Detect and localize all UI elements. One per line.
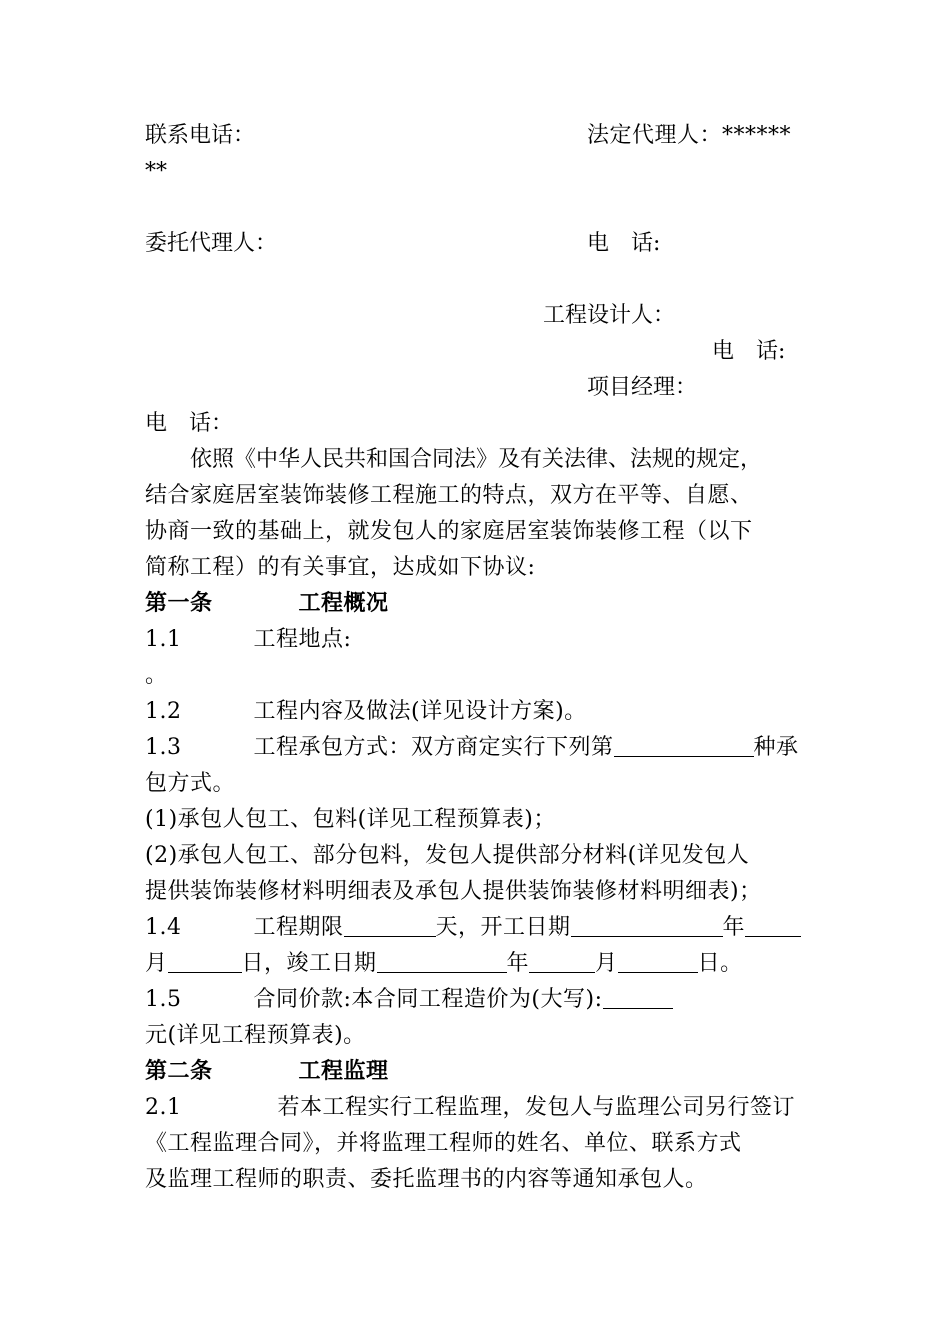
end-day-blank	[618, 946, 698, 973]
item-2-1-line-2: 《工程监理合同》，并将监理工程师的姓名、单位、联系方式	[145, 1131, 742, 1156]
item-1-4-term: 工程期限	[253, 915, 344, 940]
item-1-3-number: 1.3	[145, 735, 182, 760]
legal-representative-continued: **	[145, 159, 167, 184]
contract-mode-blank	[614, 730, 754, 757]
option-1: (1)承包人包工、包料(详见工程预算表)；	[145, 807, 556, 832]
item-1-3-continued: 包方式。	[145, 771, 236, 796]
start-day-blank	[168, 946, 242, 973]
option-2-continued: 提供装饰装修材料明细表及承包人提供装饰装修材料明细表)；	[145, 879, 762, 904]
agent-phone-label: 电 话:	[587, 231, 661, 256]
article-1-heading	[145, 586, 389, 622]
duration-days-blank	[344, 910, 436, 937]
project-manager-label: 项目经理：	[587, 375, 698, 400]
designer-label: 工程设计人：	[543, 303, 676, 328]
item-2-1-number: 2.1	[145, 1095, 182, 1120]
start-month-blank	[745, 910, 801, 937]
end-month-blank	[529, 946, 595, 973]
item-1-1-text: 工程地点:	[253, 627, 352, 652]
item-1-4-end: 日，竣工日期	[241, 951, 377, 976]
item-1-4-end-year: 年	[506, 951, 530, 976]
item-1-5-text: 合同价款:本合同工程造价为(大写):	[253, 987, 603, 1012]
item-1-5	[145, 982, 673, 1018]
item-1-4-year: 年	[722, 915, 746, 940]
article-1-number: 第一条	[145, 591, 213, 616]
end-year-blank	[377, 946, 507, 973]
item-1-4-continued	[145, 946, 743, 982]
article-2-heading	[145, 1054, 389, 1090]
contact-phone-label: 联系电话：	[145, 123, 256, 148]
item-1-1-continued: 。	[145, 663, 168, 688]
item-1-4-start: 天，开工日期	[435, 915, 571, 940]
intro-line-3: 协商一致的基础上，就发包人的家庭居室装饰装修工程（以下	[145, 519, 753, 544]
intro-line-1: 依照《中华人民共和国合同法》及有关法律、法规的规定，	[190, 447, 763, 472]
option-2: (2)承包人包工、部分包料，发包人提供部分材料(详见发包人	[145, 843, 750, 868]
item-1-3-text-b: 种承	[753, 735, 799, 760]
item-1-4	[145, 910, 801, 946]
item-1-5-number: 1.5	[145, 987, 182, 1012]
item-1-4-end-day: 日。	[697, 951, 743, 976]
legal-representative-label: 法定代理人：******	[587, 123, 792, 148]
agent-label: 委托代理人：	[145, 231, 278, 256]
designer-phone-label: 电 话:	[712, 339, 786, 364]
item-1-4-number: 1.4	[145, 915, 182, 940]
item-1-3-text-a: 工程承包方式：双方商定实行下列第	[253, 735, 614, 760]
manager-phone-label: 电 话：	[145, 411, 234, 436]
item-1-4-end-month: 月	[595, 951, 618, 976]
item-2-1-line-1: 若本工程实行工程监理，发包人与监理公司另行签订	[277, 1095, 796, 1120]
item-1-5-continued: 元(详见工程预算表)。	[145, 1023, 366, 1048]
item-2-1	[145, 1090, 795, 1126]
item-2-1-line-3: 及监理工程师的职责、委托监理书的内容等通知承包人。	[145, 1167, 708, 1192]
intro-line-4: 简称工程）的有关事宜，达成如下协议:	[145, 555, 536, 580]
start-year-blank	[571, 910, 723, 937]
item-1-1-number: 1.1	[145, 627, 182, 652]
item-1-2	[145, 694, 587, 730]
item-1-4-month: 月	[145, 951, 168, 976]
intro-line-2: 结合家庭居室装饰装修工程施工的特点，双方在平等、自愿、	[145, 483, 753, 508]
article-2-title: 工程监理	[298, 1059, 389, 1084]
item-1-3	[145, 730, 799, 766]
article-2-number: 第二条	[145, 1059, 213, 1084]
item-1-2-number: 1.2	[145, 699, 182, 724]
item-1-2-text: 工程内容及做法(详见设计方案)。	[253, 699, 587, 724]
contract-price-blank	[603, 982, 673, 1009]
article-1-title: 工程概况	[298, 591, 389, 616]
item-1-1	[145, 622, 351, 658]
